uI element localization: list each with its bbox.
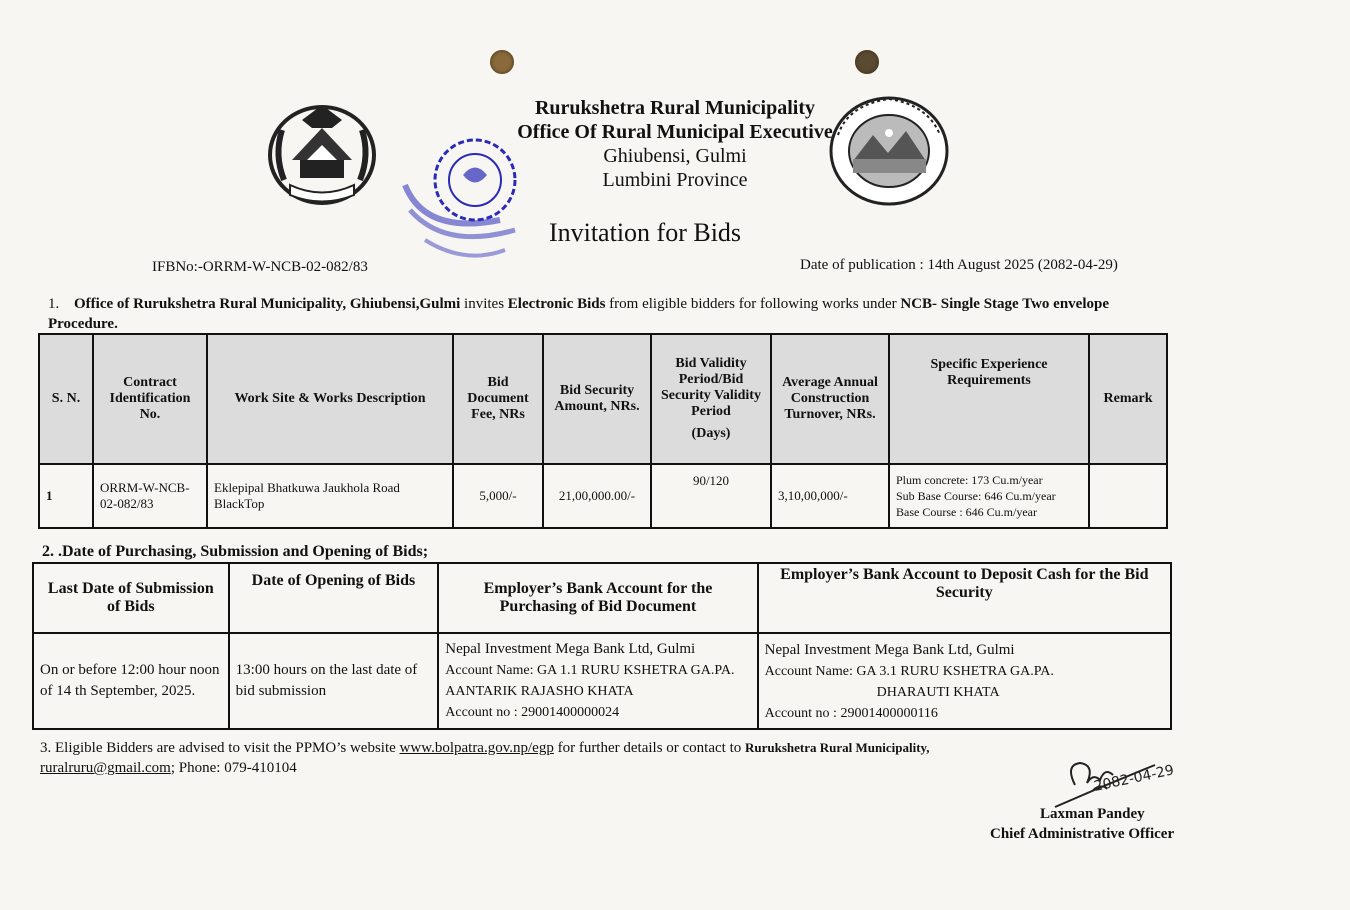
signatory-name: Laxman Pandey — [1040, 806, 1145, 822]
header-experience: Specific Experience Requirements — [889, 334, 1089, 464]
bank2-account-name-2: DHARAUTI KHATA — [876, 685, 1000, 700]
header-bank-security: Employer’s Bank Account to Deposit Cash for the Bid Security — [758, 563, 1171, 633]
section-3-text-b: for further details or contact to — [553, 740, 746, 756]
bid-table-header-row — [39, 334, 1167, 464]
header-turnover: Average Annual Construction Turnover, NRs. — [771, 334, 889, 464]
header-bid-security: Bid Security Amount, NRs. — [543, 334, 651, 464]
bank1-account-no: Account no : 29001400000024 — [445, 705, 620, 720]
table-row — [39, 464, 1167, 528]
bank1-account-name: Account Name: GA 1.1 RURU KSHETRA GA.PA. AANTARIK RAJASHO KHATA — [445, 663, 735, 699]
contact-phone: ; Phone: 079-410104 — [170, 760, 297, 776]
municipality-name: Rurukshetra Rural Municipality — [534, 97, 816, 119]
bid-details-table — [38, 333, 1168, 529]
section-2-title: 2. .Date of Purchasing, Submission and Opening of Bids; — [42, 543, 429, 560]
section-1-office: Office of Rurukshetra Rural Municipality, Ghiubensi,Gulmi — [74, 296, 461, 312]
cell-opening-date: 13:00 hours on the last date of bid submission — [229, 633, 439, 729]
bank2-account-name: Account Name: GA 3.1 RURU KSHETRA GA.PA. — [764, 664, 1054, 679]
cell-description: Eklepipal Bhatkuwa Jaukhola Road BlackTop — [207, 464, 453, 528]
section-1-text-b: from eligible bidders for following works under — [605, 296, 901, 312]
experience-line-3: Base Course : 646 Cu.m/year — [896, 505, 1037, 519]
section-1-number: 1. — [48, 296, 60, 312]
table-row — [33, 633, 1171, 729]
cell-fee: 5,000/- — [453, 464, 543, 528]
section-1-procedure: NCB- Single Stage Two envelope Procedure. — [48, 296, 1109, 332]
section-3-paragraph — [40, 738, 1185, 778]
header-opening-date: Date of Opening of Bids — [229, 563, 439, 633]
section-3-text-a: 3. Eligible Bidders are advised to visit the PPMO’s website — [40, 740, 400, 756]
header-sn: S. N. — [39, 334, 93, 464]
experience-line-1: Plum concrete: 173 Cu.m/year — [896, 473, 1043, 487]
bank2-name: Nepal Investment Mega Bank Ltd, Gulmi — [764, 642, 1015, 658]
punch-hole-right — [855, 50, 879, 74]
province-name: Lumbini Province — [602, 169, 748, 191]
office-stamp-seal — [395, 125, 545, 275]
header-bid-validity — [651, 334, 771, 464]
section-1-text-a: invites — [460, 296, 508, 312]
cell-last-date: On or before 12:00 hour noon of 14 th September, 2025. — [33, 633, 229, 729]
header-bid-validity-label: Bid Validity Period/Bid Security Validity Period — [661, 356, 761, 419]
section-3-municipality: Rurukshetra Rural Municipality, — [745, 740, 930, 755]
cell-security: 21,00,000.00/- — [543, 464, 651, 528]
cell-remark — [1089, 464, 1167, 528]
experience-line-2: Sub Base Course: 646 Cu.m/year — [896, 489, 1056, 503]
bank1-name: Nepal Investment Mega Bank Ltd, Gulmi — [445, 641, 696, 657]
header-work-description: Work Site & Works Description — [207, 334, 453, 464]
cell-turnover: 3,10,00,000/- — [771, 464, 889, 528]
header-bid-fee: Bid Document Fee, NRs — [453, 334, 543, 464]
contact-email-link[interactable]: ruralruru@gmail.com — [40, 760, 171, 776]
publication-date: Date of publication : 14th August 2025 (2082-04-29) — [800, 257, 1118, 273]
cell-sn: 1 — [39, 464, 93, 528]
header-bid-validity-days: (Days) — [691, 426, 731, 441]
bank2-account-no: Account no : 29001400000116 — [764, 706, 938, 721]
section-1-bid-type: Electronic Bids — [507, 296, 606, 312]
cell-experience — [889, 464, 1089, 528]
office-name: Office Of Rural Municipal Executive — [517, 121, 833, 143]
cell-bank-purchase — [438, 633, 757, 729]
signatory-designation: Chief Administrative Officer — [990, 826, 1175, 842]
header-last-date: Last Date of Submission of Bids — [33, 563, 229, 633]
ppmo-website-link[interactable]: www.bolpatra.gov.np/egp — [399, 740, 554, 756]
office-address: Ghiubensi, Gulmi — [603, 145, 747, 167]
cell-validity: 90/120 — [651, 464, 771, 528]
handwritten-signature — [1045, 745, 1185, 815]
cell-contract-id: ORRM-W-NCB-02-082/83 — [93, 464, 207, 528]
ifb-number: IFBNo:-ORRM-W-NCB-02-082/83 — [152, 259, 368, 275]
header-bank-purchase: Employer’s Bank Account for the Purchasing of Bid Document — [438, 563, 757, 633]
punch-hole-left — [490, 50, 514, 74]
header-remark: Remark — [1089, 334, 1167, 464]
nepal-emblem-logo — [262, 100, 382, 210]
section-1-paragraph — [48, 294, 1178, 334]
dates-bank-table — [32, 562, 1172, 730]
dates-table-header-row — [33, 563, 1171, 633]
header-contract-id: Contract Identification No. — [93, 334, 207, 464]
signature-date: 2082-04-29 — [1092, 762, 1176, 795]
cell-bank-security — [758, 633, 1171, 729]
document-title: Invitation for Bids — [548, 218, 742, 247]
